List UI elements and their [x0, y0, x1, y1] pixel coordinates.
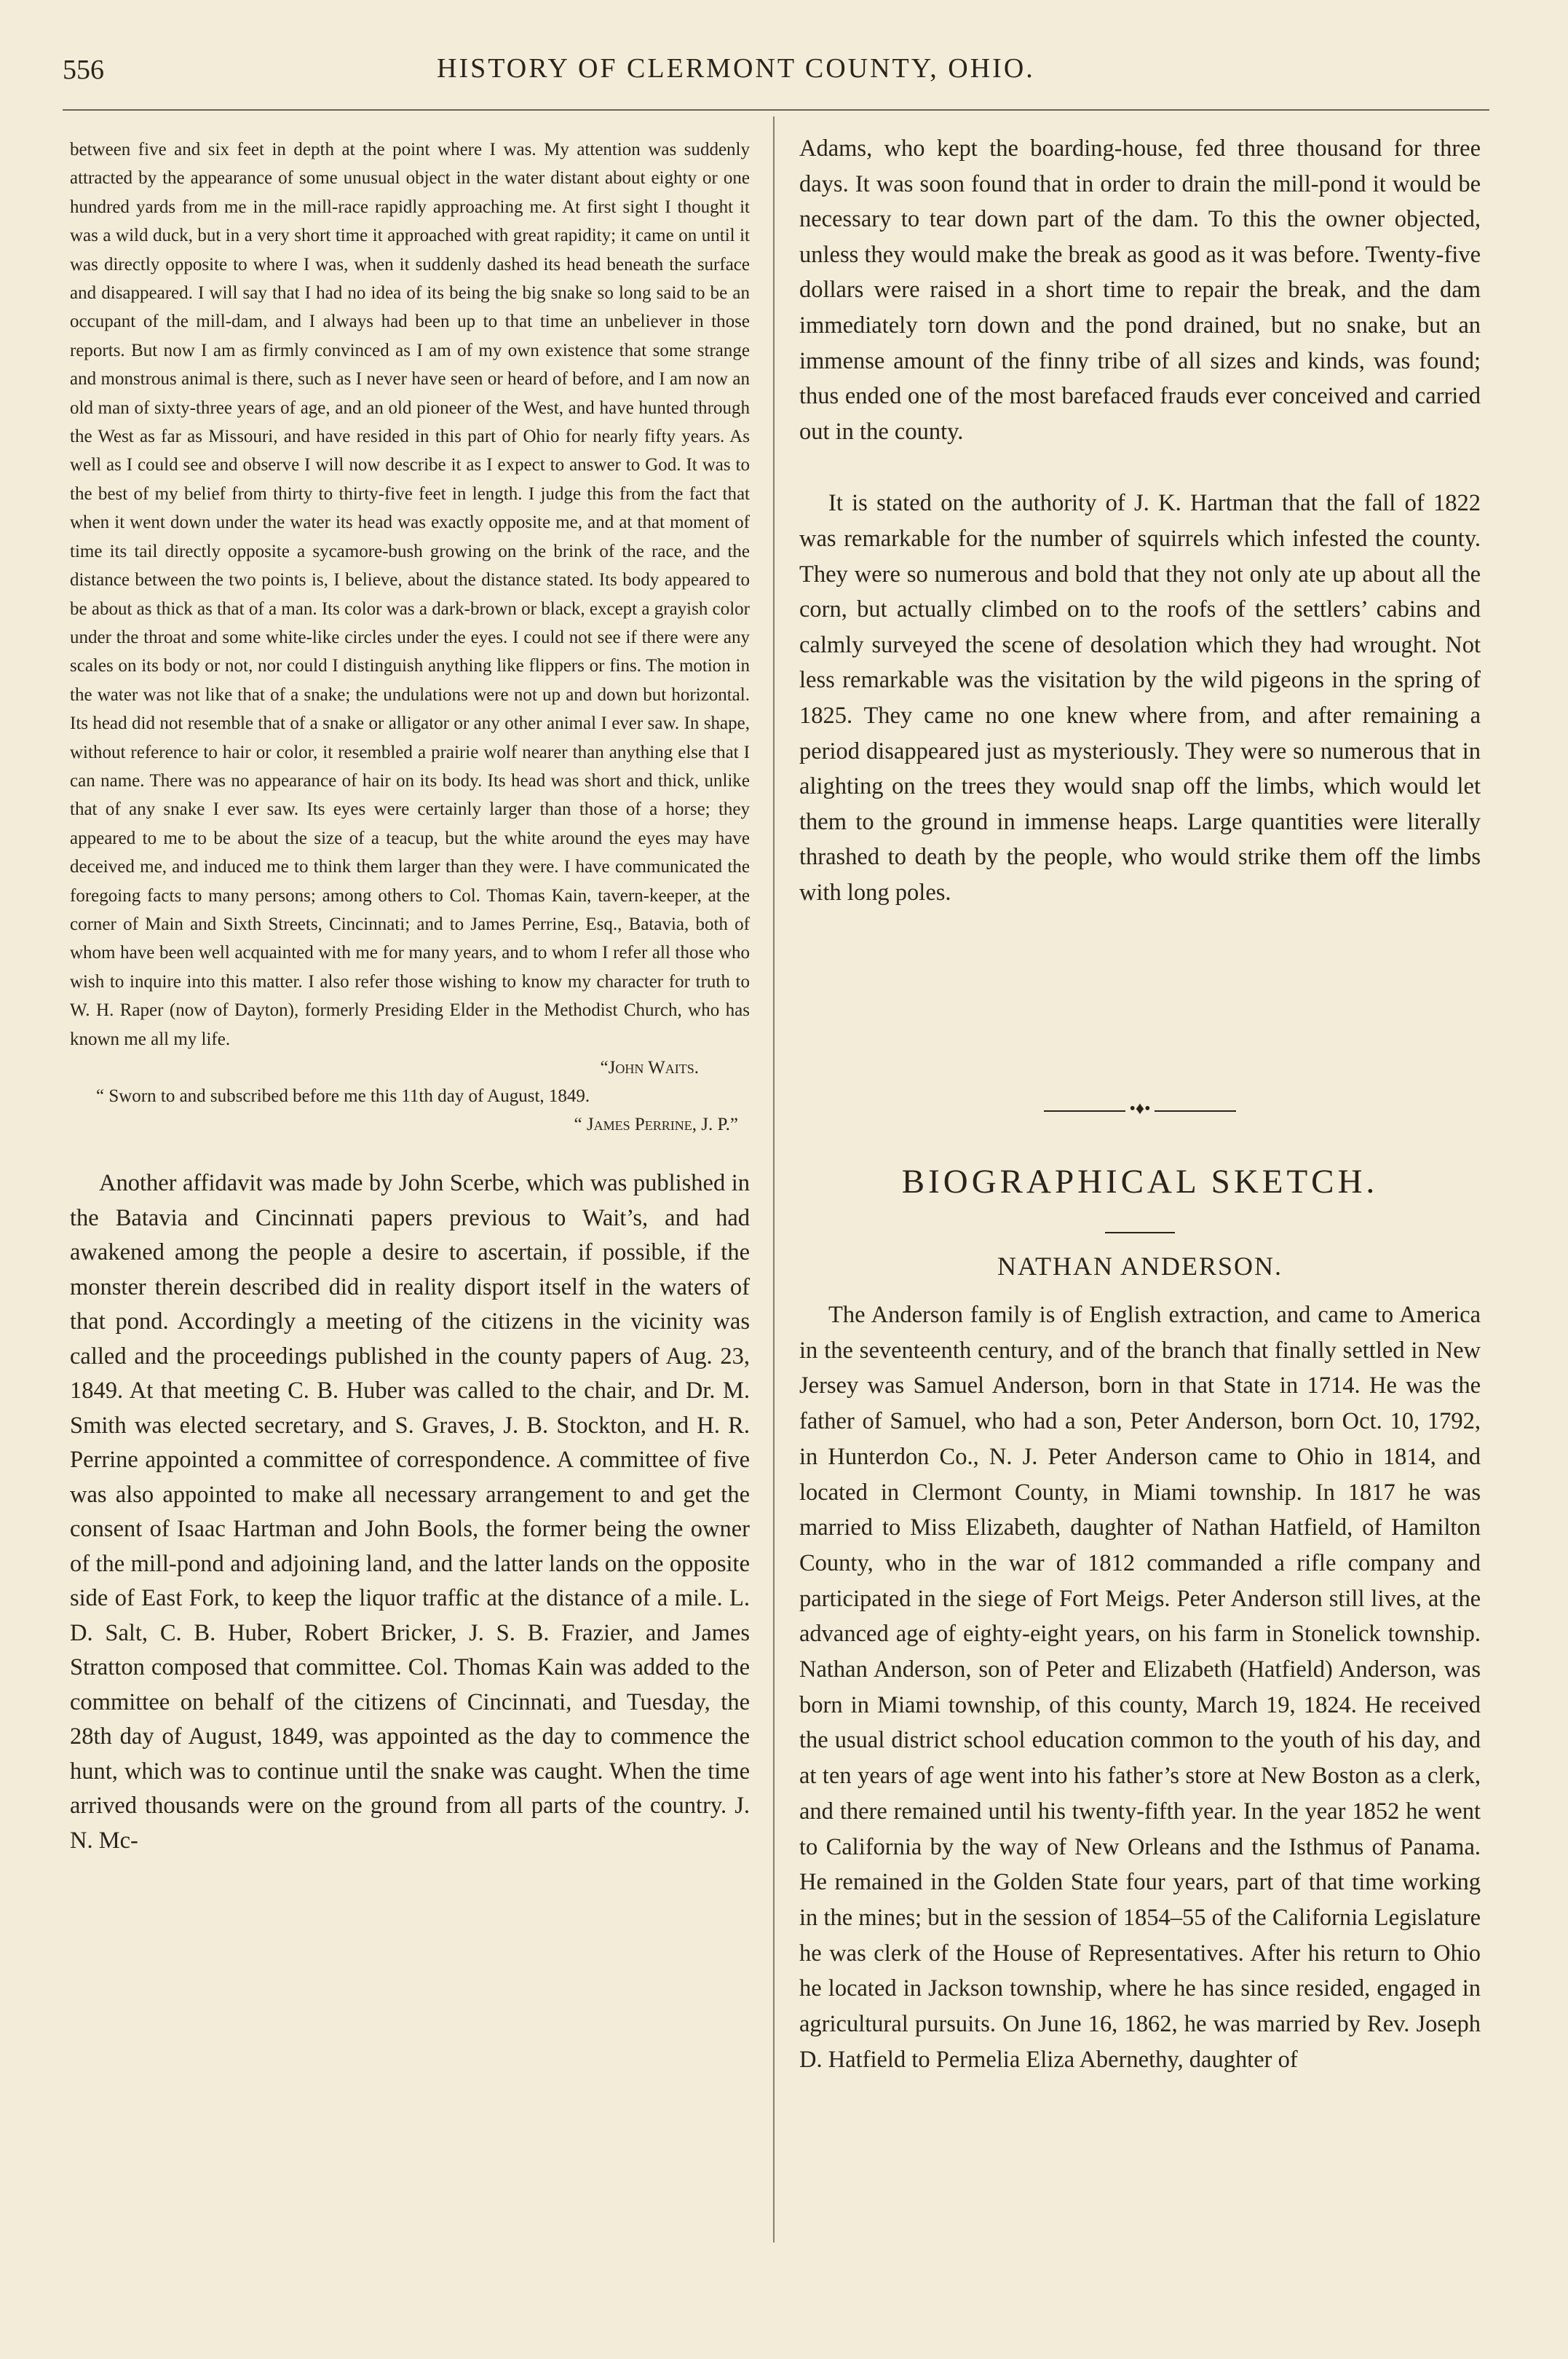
running-head: HISTORY OF CLERMONT COUNTY, OHIO. — [437, 53, 1035, 84]
heading-rule — [1105, 1232, 1175, 1233]
affidavit-block — [70, 135, 750, 1054]
justice-line: “ James Perrine, J. P.” — [574, 1115, 738, 1134]
ornament-glyph: •♦• — [1129, 1099, 1151, 1118]
header-rule — [63, 109, 1489, 111]
left-column — [70, 135, 750, 1858]
column-divider — [773, 116, 775, 2243]
page-number: 556 — [63, 55, 104, 85]
affidavit-text: between five and six feet in depth at the point where I was. My attention was suddenly attracted by the appearance of some unusual object in the water distant about eighty or one hundred yards from me in the mill-race rapidly approaching me. At first sight I thought it was a wild duck, but in a very short time it approached with great rapidity; it came on until it was directly opposite to where I was, when it suddenly dashed its head beneath the surface and disappeared. I will say that I had no idea of its being the big snake so long said to be an occupant of the mill-dam, and I always had been up to that time an unbeliever in those reports. But now I am as firmly convinced as I am of my own existence that some strange and monstrous animal is there, such as I never have seen or heard of before, and I am now an old man of sixty-three years of age, and an old pioneer of the West, and have hunted through the West as far as Missouri, and have resided in this part of Ohio for nearly fifty years. As well as I could see and observe I will now describe it as I expect to answer to God. It was to the best of my belief from thirty to thirty-five feet in length. I judge this from the fact that when it went down under the water its head was exactly opposite me, and at that moment of time its tail directly opposite a sycamore-bush growing on the brink of the race, and the distance between the two points is, I believe, about the distance stated. Its body appeared to be about as thick as that of a man. Its color was a dark-brown or black, except a grayish color under the throat and some white-like circles under the eyes. I could not see if there were any scales on its body or not, nor could I distinguish anything like flippers or fins. The motion in the water was not like that of a snake; the undulations were not up and down but horizontal. Its head did not resemble that of a snake or alligator or any other animal I ever saw. In shape, without reference to hair or color, it resembled a prairie wolf nearer than anything else that I can name. There was no appearance of hair on its body. Its head was short and thick, unlike that of any snake I ever saw. Its eyes were certainly larger than those of a horse; they appeared to me to be about the size of a teacup, but the white around the eyes may have deceived me, and induced me to think them larger than they were. I have communicated the foregoing facts to many persons; among others to Col. Thomas Kain, tavern-keeper, at the corner of Main and Sixth Streets, Cincinnati; and to James Perrine, Esq., Batavia, both of whom have been well acquainted with me for many years, and to whom I refer all those who wish to inquire into this matter. I also refer those wishing to know my character for truth to W. H. Raper (now of Dayton), formerly Presiding Elder in the Methodist Church, who has known me all my life. — [70, 140, 750, 1049]
signature: “John Waits. — [600, 1058, 699, 1078]
body-paragraph: Another affidavit was made by John Scerbe, which was published in the Batavia and Cincinnati papers previous to Wait’s, and had awakened among the people a desire to ascertain, if possible, if the monster therein described did in reality disport itself in the waters of that pond. Accordingly a meeting of the citizens in the vicinity was called and the proceedings published in the county papers of Aug. 23, 1849. At that meeting C. B. Huber was called to the chair, and Dr. M. Smith was elected secretary, and S. Graves, J. B. Stockton, and H. R. Perrine appointed a committee of correspondence. A committee of five was also appointed to make all necessary arrangement to and get the consent of Isaac Hartman and John Bools, the former being the owner of the mill-pond and adjoining land, and the latter lands on the opposite side of East Fork, to keep the liquor traffic at the distance of a mile. L. D. Salt, C. B. Huber, Robert Bricker, J. S. B. Frazier, and James Stratton composed that committee. Col. Thomas Kain was added to the committee on behalf of the citizens of Cincinnati, and Tuesday, the 28th day of August, 1849, was appointed as the day to commence the hunt, which was to continue until the snake was caught. When the time arrived thousands were on the ground from all parts of the country. J. N. Mc- — [70, 1170, 750, 1854]
right-column — [799, 131, 1481, 910]
biography-paragraph: The Anderson family is of English extraction, and came to America in the seventeenth century, and of the branch that finally settled in New Jersey was Samuel Anderson, born in that State in 1714. He was the father of Samuel, who had a son, Peter Anderson, born Oct. 10, 1792, in Hunterdon Co., N. J. Peter Anderson came to Ohio in 1814, and located in Clermont County, in Miami township. In 1817 he was married to Miss Elizabeth, daughter of Nathan Hatfield, of Hamilton County, who in the war of 1812 commanded a rifle company and participated in the siege of Fort Meigs. Peter Anderson still lives, at the advanced age of eighty-eight years, on his farm in Stonelick township. Nathan Anderson, son of Peter and Elizabeth (Hatfield) Anderson, was born in Miami township, of this county, March 19, 1824. He received the usual district school education common to the youth of his day, and at ten years of age went into his father’s store at New Boston as a clerk, and there remained until his twenty-fifth year. In the year 1852 he went to California by the way of New Orleans and the Isthmus of Panama. He remained in the Golden State four years, part of that time working in the mines; but in the session of 1854–55 of the California Legislature he was clerk of the House of Representatives. After his return to Ohio he located in Jackson township, where he has since resided, engaged in agricultural pursuits. On June 16, 1862, he was married by Rev. Joseph D. Hatfield to Permelia Eliza Abernethy, daughter of — [799, 1302, 1481, 2073]
ornament-line-left — [1044, 1110, 1125, 1112]
section-ornament — [1044, 1099, 1236, 1118]
ornament-line-right — [1155, 1110, 1236, 1112]
person-name: NATHAN ANDERSON. — [997, 1252, 1283, 1281]
sworn-line: “ Sworn to and subscribed before me this 11th day of August, 1849. — [96, 1086, 590, 1106]
signature-block — [70, 1054, 750, 1139]
continuation-paragraph: Adams, who kept the boarding-house, fed three thousand for three days. It was soon found that in order to drain the mill-pond it would be necessary to tear down part of the dam. To this the owner objected, unless they would make the break as good as it was before. Twenty-five dollars were raised in a short time to repair the break, and the dam immediately torn down and the pond drained, but no snake, but an immense amount of the finny tribe of all sizes and kinds, was found; thus ended one of the most barefaced frauds ever conceived and carried out in the county. — [799, 135, 1481, 445]
section-heading: BIOGRAPHICAL SKETCH. — [901, 1163, 1379, 1201]
squirrels-paragraph: It is stated on the authority of J. K. Hartman that the fall of 1822 was remarkable for the number of squirrels which infested the county. They were so numerous and bold that they not only ate up about all the corn, but actually climbed on to the roofs of the settlers’ cabins and calmly surveyed the scene of desolation which they had wrought. Not less remarkable was the visitation by the wild pigeons in the spring of 1825. They came no one knew where from, and after remaining a period disappeared just as mysteriously. They were so numerous that in alighting on the trees they would snap off the limbs, which would let them to the ground in immense heaps. Large quantities were literally thrashed to death by the people, who would strike them off the limbs with long poles. — [799, 490, 1481, 906]
biography-block — [799, 1297, 1481, 2077]
left-body — [70, 1166, 750, 1858]
